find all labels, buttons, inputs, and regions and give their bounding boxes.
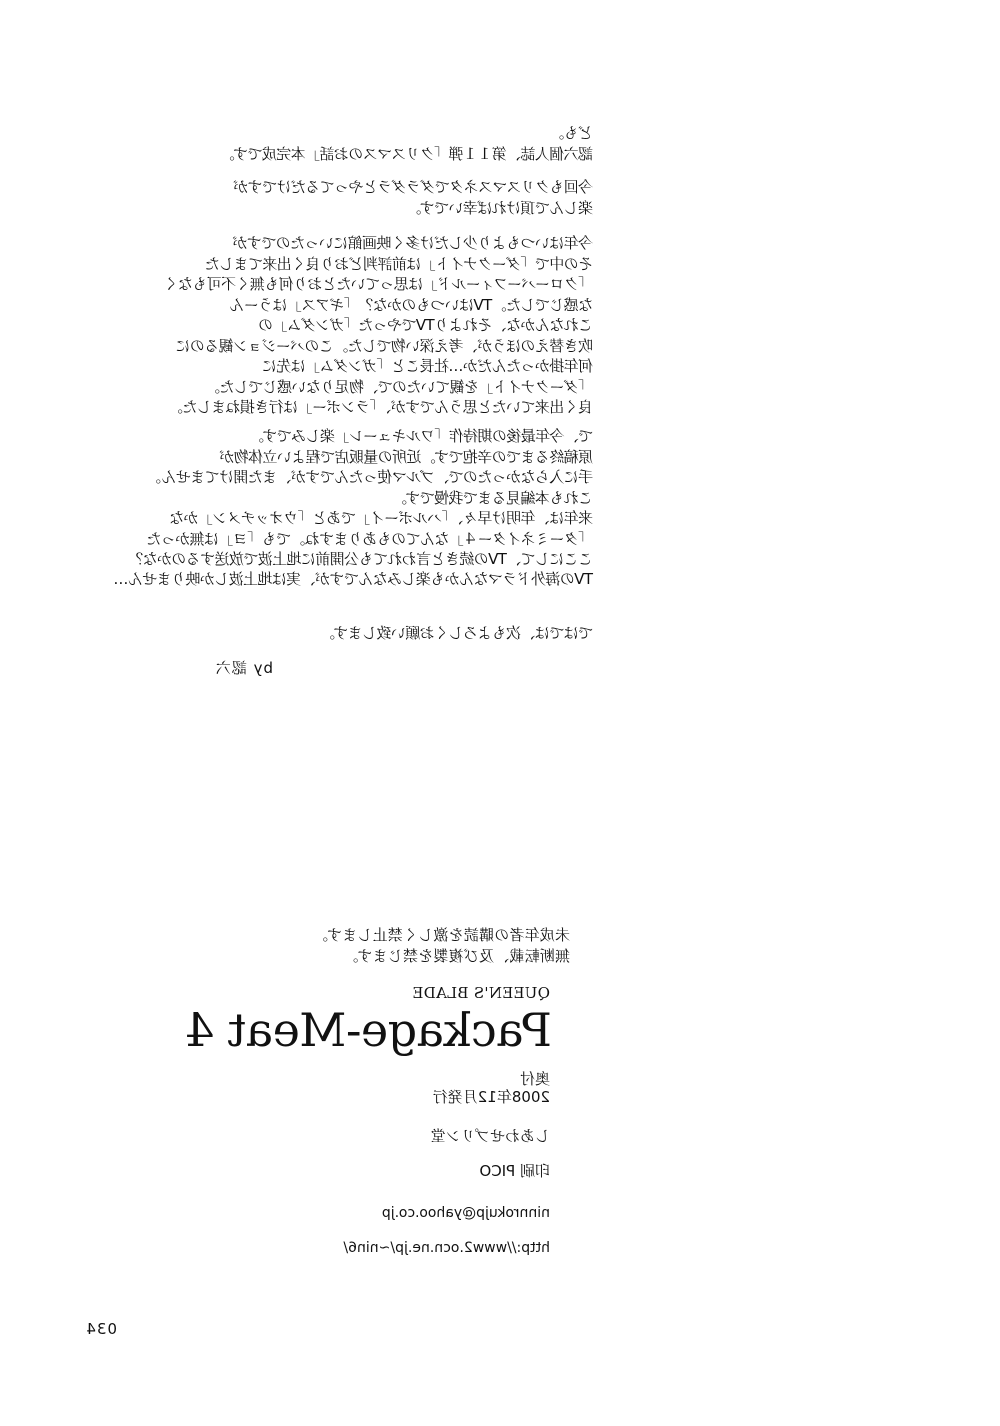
page-number: 034	[85, 1320, 117, 1338]
text-line: 「ターミネイター４」なんてのもありますね。でも「ヨ」は無かった	[146, 529, 593, 548]
text-line: 楽しんで頂ければ幸いです。	[406, 198, 593, 217]
colophon-block	[433, 1070, 550, 1106]
text-line: ではでは、次もよろしくお願い致します。	[320, 624, 593, 642]
text-line: これも本編見るまで我慢です。	[392, 488, 593, 507]
text-line: 今回もクリスマスネタでダラダラとやってるだけですが	[233, 178, 593, 196]
text-line: 手に入らなかったので、ブルマ使ったんですが、また開けてません。	[146, 468, 593, 486]
text-line: 原稿終るまでの辛抱です。近所の量販店で程よい立体物が	[219, 447, 593, 466]
author-signature: by 認六	[214, 659, 273, 677]
afterword-paragraph-4	[129, 426, 593, 570]
colophon-heading: 奥付	[519, 1070, 550, 1088]
book-title: Package-Meat 4	[185, 1003, 552, 1057]
contact-email: ninnrokujp@yahoo.co.jp	[381, 1205, 550, 1221]
series-name: QUEEN'S BLADE	[412, 984, 550, 1002]
publisher-name: しあわせプリン堂	[430, 1127, 550, 1145]
afterword-paragraph-3	[164, 233, 593, 418]
text-line: ども。	[549, 124, 593, 142]
text-line: 「クローバーフィールド」は思っていたとおり何も無く不可もなく	[163, 275, 593, 293]
afterword-paragraph-1	[220, 123, 593, 164]
issue-date: 2008年12月発行	[432, 1088, 550, 1106]
afterword-paragraph-5	[114, 569, 593, 590]
text-line: な感じでした。TVはいつものかな？「ギアス」はうーん	[229, 295, 593, 314]
usage-warning	[313, 925, 570, 967]
text-line: 良く出来ていたと思うんですが、「ランボー」は行き損ねました。	[168, 398, 593, 416]
website-url: http://www2.ocn.ne.jp/~nin6/	[343, 1240, 550, 1256]
text-line: 今年はいつもより少しだけ多く映画館にいったのですが	[232, 234, 593, 252]
text-line: で、今年最後の期待作「ワルキューレ」楽しみです。	[249, 427, 593, 445]
text-line: 「ダークナイト」を観ていたので、物足りない感じでした。	[205, 377, 593, 396]
afterword-paragraph-2	[234, 177, 593, 218]
text-line: これなんかな、それよりTVでやった「ガンダム」の	[258, 316, 593, 334]
text-line: ここにして、TVの続きと言われても公開前に地上波で放送するのかな？	[128, 550, 593, 568]
text-line: 認六個人誌、第１１弾「クリスマスのお話」本完成です。	[220, 144, 593, 163]
warning-line: 未成年者の購読を激しく禁止します。	[312, 926, 570, 944]
warning-line: 無断転載、及び複製を禁じます。	[343, 947, 570, 965]
printer-name: 印刷 PICO	[479, 1162, 550, 1180]
text-line: 来年は、年明け早々、「ハルボーイ」であと「ウオッチメン」かな	[169, 509, 593, 527]
afterword-paragraph-6	[321, 623, 593, 644]
text-line: TVの海外ドラマなんかも楽しみなんですが、実は地上波しか映りません…	[113, 570, 593, 588]
text-line: 吹き替えのほうが、考え深い物でした。このバージョン観るのに	[175, 336, 593, 355]
text-line: 何年掛かったんだか…社長こと「ガンダム」は先に	[262, 357, 593, 375]
text-line: その中で「ダークナイト」は前評判どおり良く出来てました	[205, 254, 593, 273]
